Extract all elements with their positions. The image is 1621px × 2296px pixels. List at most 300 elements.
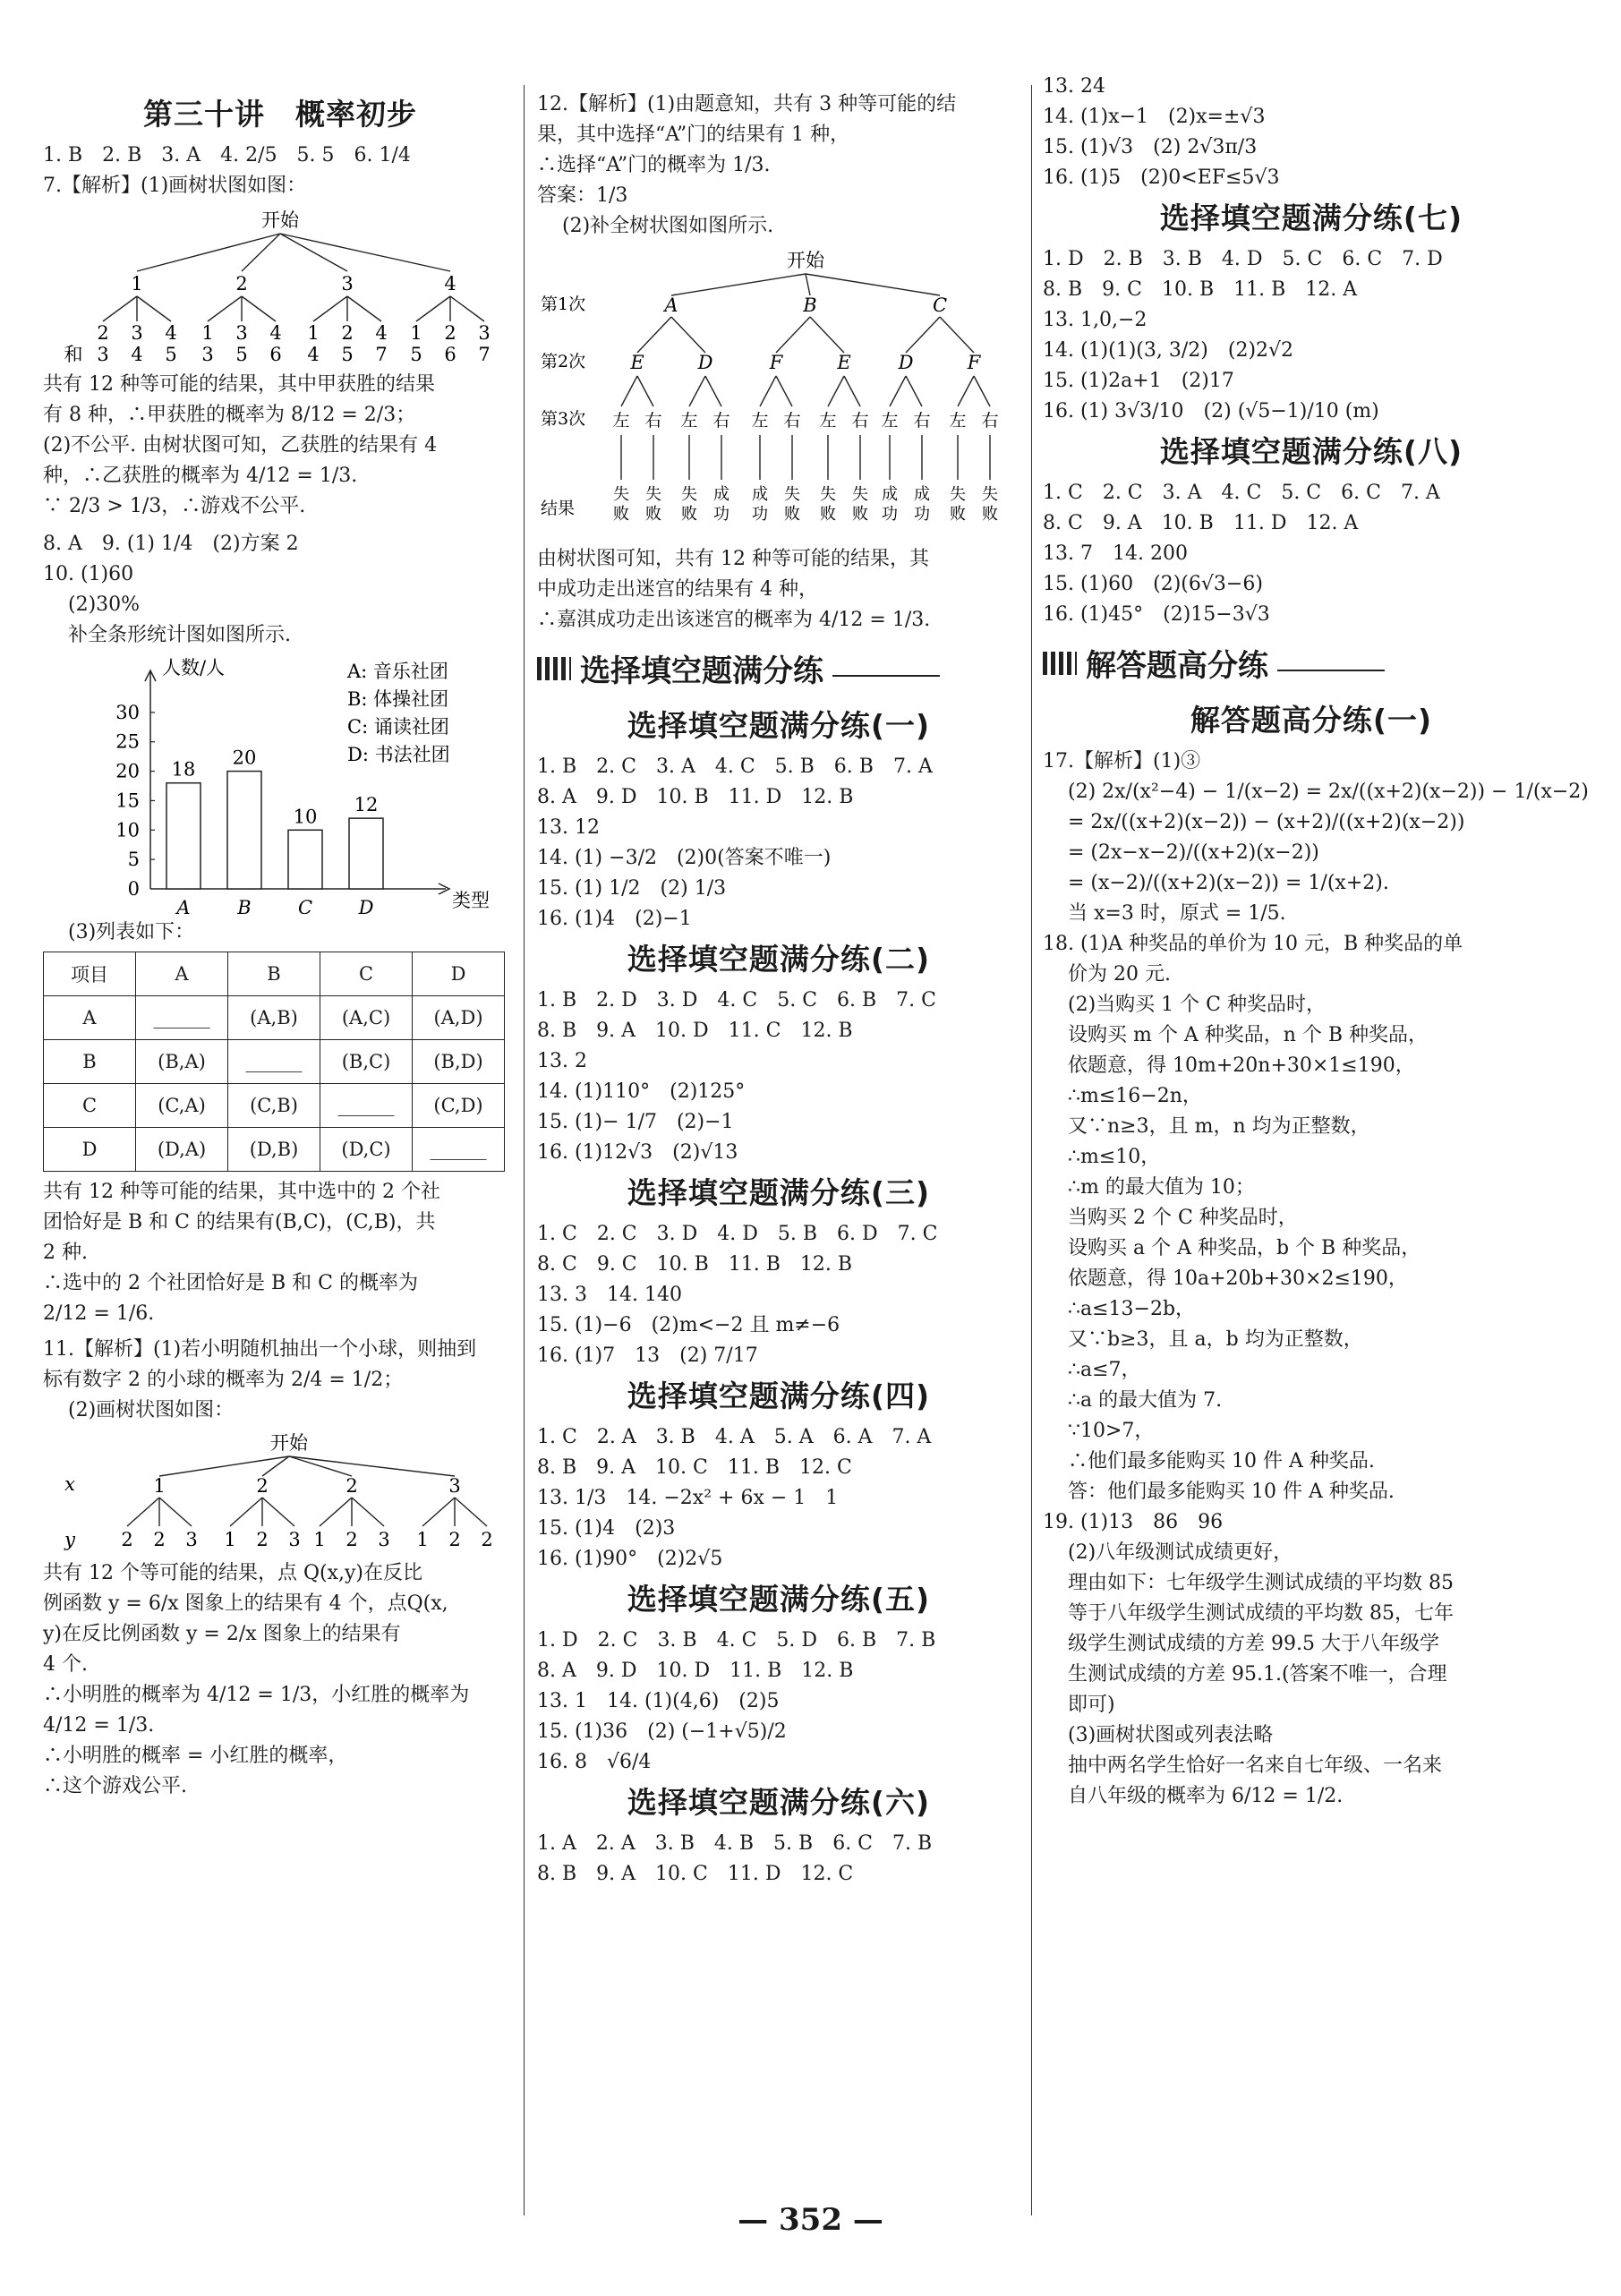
result-label: 失 <box>820 485 836 504</box>
tree-sum: 5 <box>341 344 354 365</box>
section-title: 选择填空题满分练(五) <box>627 1582 931 1617</box>
answer-line: 1. B 2. C 3. A 4. C 5. B 6. B 7. A <box>537 755 933 778</box>
answer-line: 8. A 9. (1) 1/4 (2)方案 2 <box>43 533 299 555</box>
tree-sum: 3 <box>201 344 214 365</box>
answer-line: 8. A 9. D 10. D 11. B 12. B <box>537 1660 854 1682</box>
tree-node: 2 <box>448 1529 461 1550</box>
tree-branch <box>455 1498 487 1526</box>
tree-branch <box>262 1498 294 1526</box>
table-cell: (B,A) <box>136 1040 228 1084</box>
y-tick-label: 20 <box>115 760 140 782</box>
tree-node: 左 <box>881 411 899 431</box>
column-divider-2 <box>1031 85 1032 2215</box>
result-label: 败 <box>852 505 868 524</box>
table-cell: (A,B) <box>228 996 320 1040</box>
tree-sum: 5 <box>410 344 422 365</box>
answer-line: 13. 3 14. 140 <box>537 1284 682 1306</box>
x-tick-label: B <box>237 897 252 914</box>
sum-label: 和 <box>64 344 83 365</box>
tree-node: 2 <box>346 1475 358 1497</box>
answer-line: 当 x=3 时，原式 = 1/5. <box>1068 902 1286 925</box>
answer-line: 15. (1)√3 (2) 2√3π/3 <box>1043 136 1258 158</box>
tree-branch <box>280 234 347 271</box>
answer-line: 18. (1)A 种奖品的单价为 10 元，B 种奖品的单 <box>1043 933 1463 955</box>
tree-branch <box>844 376 860 406</box>
tree-branch <box>974 376 990 406</box>
answer-line: 15. (1) 1/2 (2) 1/3 <box>537 877 727 900</box>
table-cell: D <box>44 1128 136 1172</box>
bar <box>288 830 322 889</box>
answer-line: 8. B 9. A 10. D 11. C 12. B <box>537 1020 853 1042</box>
table-cell: ______ <box>320 1084 413 1128</box>
answer-line: 等于八年级学生测试成绩的平均数 85，七年 <box>1068 1602 1454 1625</box>
table-row <box>44 1128 505 1172</box>
table-cell: (C,B) <box>228 1084 320 1128</box>
tree-node: 1 <box>153 1475 166 1497</box>
table-cell: A <box>44 996 136 1040</box>
bar-value-label: 10 <box>293 806 318 828</box>
answer-line: 1. C 2. A 3. B 4. A 5. A 6. A 7. A <box>537 1426 932 1448</box>
tree-node: 2 <box>444 322 456 344</box>
answer-line: 生测试成绩的方差 95.1.(答案不唯一，合理 <box>1068 1663 1447 1686</box>
result-label: 功 <box>752 505 768 524</box>
pairs-table <box>43 952 505 1172</box>
x-tick-label: A <box>176 897 191 914</box>
answer-line: 16. 8 √6/4 <box>537 1751 652 1773</box>
answer-line: 15. (1)−6 (2)m<−2 且 m≠−6 <box>537 1314 840 1336</box>
section-title: 选择填空题满分练(八) <box>1159 434 1463 469</box>
answer-line: 13. 2 <box>537 1050 587 1072</box>
tree-branch <box>760 376 776 406</box>
answer-line: 1. B 2. B 3. A 4. 2/5 5. 5 6. 1/4 <box>43 144 411 166</box>
tree-node: 1 <box>307 322 320 344</box>
answer-line: 8. B 9. C 10. B 11. B 12. A <box>1043 278 1358 301</box>
practice-sections <box>1043 195 1580 630</box>
answer-line: 17.【解析】(1)③ <box>1043 750 1201 772</box>
result-label: 失 <box>645 485 661 504</box>
section-title: 选择填空题满分练(一) <box>627 708 931 743</box>
tree-node: 右 <box>981 411 999 431</box>
answer-line: 16. (1)12√3 (2)√13 <box>537 1141 738 1164</box>
answer-line: 共有 12 个等可能的结果，点 Q(x,y)在反比 <box>43 1562 423 1584</box>
answer-line: ∴他们最多能购买 10 件 A 种奖品. <box>1068 1450 1375 1472</box>
tree-branch <box>890 376 906 406</box>
x-axis-label: 类型 <box>452 890 490 911</box>
tree-branch <box>806 274 810 295</box>
tree-node: 2 <box>256 1475 269 1497</box>
answer-line: 16. (1) 3√3/10 (2) (√5−1)/10 (m) <box>1043 400 1379 422</box>
legend-entry: A: 音乐社团 <box>347 661 448 682</box>
answer-line: 依题意，得 10a+20b+30×2≤190， <box>1068 1267 1408 1290</box>
y-tick-label: 10 <box>115 819 140 841</box>
tree-node: 左 <box>751 411 769 431</box>
solution-lines <box>1043 747 1589 1812</box>
bar <box>349 818 383 889</box>
tree-node: 1 <box>201 322 214 344</box>
answer-line: 级学生测试成绩的方差 99.5 大于八年级学 <box>1068 1633 1439 1655</box>
table-header-cell: B <box>228 952 320 996</box>
y-axis-label: 人数/人 <box>161 657 226 679</box>
answer-line: 标有数字 2 的小球的概率为 2/4 = 1/2； <box>43 1369 404 1391</box>
tree-node: 左 <box>819 411 837 431</box>
answer-line: 15. (1)2a+1 (2)17 <box>1043 370 1234 392</box>
tree-branch <box>637 317 671 353</box>
answer-line: ∴这个游戏公平. <box>43 1775 187 1797</box>
tree-branch <box>776 317 810 353</box>
table-cell: (C,D) <box>413 1084 505 1128</box>
tree-node: A <box>664 294 678 316</box>
tree-branch <box>159 1456 289 1476</box>
table-cell: ______ <box>228 1040 320 1084</box>
tree-node: 2 <box>341 322 354 344</box>
tree-branch <box>705 376 721 406</box>
section-title: 解答题高分练(一) <box>1190 703 1433 738</box>
section-banner: 解答题高分练 <box>1043 641 1580 685</box>
answer-line: 价为 20 元. <box>1068 963 1171 986</box>
table-cell: C <box>44 1084 136 1128</box>
row-label: 结果 <box>541 499 576 518</box>
tree-node: F <box>769 352 783 373</box>
answer-line: (2)补全树状图如图所示. <box>562 215 774 237</box>
bar-value-label: 12 <box>354 794 379 816</box>
tree-diagram-1 <box>43 205 517 366</box>
tree-branch <box>127 1498 159 1526</box>
answer-line: 1. B 2. D 3. D 4. C 5. C 6. B 7. C <box>537 989 936 1011</box>
bar-value-label: 20 <box>232 747 257 769</box>
tree-node: 1 <box>313 1529 326 1550</box>
result-label: 败 <box>982 505 998 524</box>
tree-node: 3 <box>341 273 354 294</box>
answer-line: 13. 1,0,−2 <box>1043 309 1147 331</box>
tree-node: 右 <box>712 411 730 431</box>
tree-node: 2 <box>256 1529 269 1550</box>
result-label: 败 <box>784 505 800 524</box>
result-label: 功 <box>914 505 930 524</box>
answer-line: ∴a≤13−2b， <box>1068 1298 1196 1320</box>
answer-line: 8. B 9. A 10. C 11. B 12. C <box>537 1456 852 1479</box>
tree-node: 1 <box>416 1529 429 1550</box>
tree-branch <box>671 274 806 295</box>
result-label: 失 <box>982 485 998 504</box>
y-tick-label: 0 <box>127 878 140 900</box>
tree-node: 2 <box>235 273 248 294</box>
table-cell: (B,C) <box>320 1040 413 1084</box>
answer-line: 13. 12 <box>537 816 600 839</box>
answer-line: (2)八年级测试成绩更好， <box>1068 1541 1293 1564</box>
tree-branch <box>230 1498 262 1526</box>
tree-branch <box>906 376 922 406</box>
answer-line: 设购买 m 个 A 种奖品，n 个 B 种奖品， <box>1068 1024 1429 1046</box>
answer-line: 12.【解析】(1)由题意知，共有 3 种等可能的结 <box>537 93 957 115</box>
bars-icon <box>1043 652 1077 675</box>
table-cell: (A,D) <box>413 996 505 1040</box>
tree-branch <box>159 1498 192 1526</box>
tree-node: 左 <box>680 411 698 431</box>
tree-node: 1 <box>410 322 422 344</box>
table-header-cell: D <box>413 952 505 996</box>
answer-line: 14. (1)110° (2)125° <box>537 1080 746 1103</box>
answer-line: ∴a 的最大值为 7. <box>1068 1389 1223 1412</box>
tree-diagram-2 <box>43 1430 517 1555</box>
x-tick-label: C <box>297 897 313 914</box>
answer-line: 8. C 9. A 10. B 11. D 12. A <box>1043 512 1359 534</box>
tree-node: E <box>630 352 644 373</box>
tree-node: 右 <box>644 411 662 431</box>
tree-branch <box>416 296 450 321</box>
tree-root: 开始 <box>270 1432 308 1454</box>
bar <box>227 772 261 889</box>
tree-node: 4 <box>375 322 388 344</box>
answer-line: ∴a≤7， <box>1068 1359 1141 1381</box>
y-tick-label: 30 <box>115 701 140 723</box>
bars-icon <box>537 657 571 680</box>
answer-line: 16. (1)7 13 (2) 7/17 <box>537 1344 758 1367</box>
tree-branch <box>352 1498 384 1526</box>
tree-node: C <box>932 294 948 316</box>
answer-line: (2)当购买 1 个 C 种奖品时， <box>1068 994 1326 1016</box>
table-header-cell: C <box>320 952 413 996</box>
table-cell: (C,A) <box>136 1084 228 1128</box>
answer-line: 14. (1) −3/2 (2)0(答案不唯一) <box>537 847 832 869</box>
answer-line: 4/12 = 1/3. <box>43 1714 155 1737</box>
answer-line: ∴选择“A”门的概率为 1/3. <box>537 154 771 176</box>
answer-line: 15. (1)60 (2)(6√3−6) <box>1043 573 1263 595</box>
row-label: 第2次 <box>541 352 586 371</box>
result-label: 败 <box>950 505 966 524</box>
legend-entry: D: 书法社团 <box>347 744 450 765</box>
answer-line: 11.【解析】(1)若小明随机抽出一个小球，则抽到 <box>43 1338 477 1361</box>
tree-branch <box>422 1498 455 1526</box>
tree-branch <box>450 296 484 321</box>
table-cell: (D,C) <box>320 1128 413 1172</box>
table-header-cell: 项目 <box>44 952 136 996</box>
result-label: 失 <box>950 485 966 504</box>
answer-line: 15. (1)36 (2) (−1+√5)/2 <box>537 1720 787 1743</box>
answer-line: 又∵b≥3，且 a，b 均为正整数， <box>1068 1328 1363 1351</box>
answer-line: ∴嘉淇成功走出该迷宫的概率为 4/12 = 1/3. <box>537 609 931 631</box>
tree-node: 3 <box>185 1529 198 1550</box>
answer-line: 团恰好是 B 和 C 的结果有(B,C)，(C,B)，共 <box>43 1211 436 1233</box>
answer-line: = (x−2)/((x+2)(x−2)) = 1/(x+2). <box>1068 872 1389 894</box>
answer-line: 补全条形统计图如图所示. <box>68 624 291 646</box>
answer-line: 13. 24 <box>1043 75 1105 98</box>
result-label: 成 <box>713 485 729 504</box>
answer-line: 10. (1)60 <box>43 563 134 585</box>
answer-line: y)在反比例函数 y = 2/x 图象上的结果有 <box>43 1623 401 1645</box>
result-label: 功 <box>713 505 729 524</box>
answer-line: (2)不公平. 由树状图可知，乙获胜的结果有 4 <box>43 434 438 457</box>
tree-node: 1 <box>131 273 143 294</box>
tree-node: 3 <box>288 1529 301 1550</box>
table-cell: (D,A) <box>136 1128 228 1172</box>
tree-branch <box>208 296 242 321</box>
tree-node: F <box>967 352 981 373</box>
answer-line: 13. 7 14. 200 <box>1043 542 1188 565</box>
answer-line: 设购买 a 个 A 种奖品，b 个 B 种奖品， <box>1068 1237 1421 1259</box>
answer-line: 例函数 y = 6/x 图象上的结果有 4 个，点Q(x, <box>43 1592 448 1615</box>
tree-sum: 5 <box>165 344 177 365</box>
y-tick-label: 15 <box>115 790 140 812</box>
tree-node: 左 <box>949 411 967 431</box>
answer-line: 15. (1)− 1/7 (2)−1 <box>537 1111 734 1133</box>
tree-branch <box>313 296 347 321</box>
tree-branch <box>637 376 653 406</box>
tree-sum: 7 <box>375 344 388 365</box>
answer-line: (2)画树状图如图： <box>68 1399 235 1421</box>
table-row <box>44 1084 505 1128</box>
tree-sum: 4 <box>307 344 320 365</box>
column-2 <box>537 90 1020 1890</box>
tree-sum: 6 <box>269 344 282 365</box>
section-banner: 选择填空题满分练 <box>537 646 1020 690</box>
tree-branch <box>671 317 705 353</box>
tree-node: 2 <box>346 1529 358 1550</box>
result-label: 失 <box>784 485 800 504</box>
section-title: 选择填空题满分练(四) <box>627 1378 931 1413</box>
tree-branch <box>940 317 974 353</box>
answer-line: 答：他们最多能购买 10 件 A 种奖品. <box>1068 1481 1395 1503</box>
answer-line: 即可) <box>1068 1694 1115 1716</box>
answer-line: ∴m 的最大值为 10； <box>1068 1176 1255 1199</box>
tree-node: 3 <box>448 1475 461 1497</box>
tree-node: 右 <box>783 411 801 431</box>
result-label: 失 <box>613 485 629 504</box>
answer-line: ∴m≤10， <box>1068 1146 1161 1168</box>
answer-line: ∴小明胜的概率为 4/12 = 1/3，小红胜的概率为 <box>43 1684 470 1706</box>
table-row <box>44 1040 505 1084</box>
column-divider-1 <box>524 85 525 2215</box>
row-label: 第1次 <box>541 294 586 314</box>
tree-node: 3 <box>378 1529 390 1550</box>
table-cell: ______ <box>413 1128 505 1172</box>
answer-line: 16. (1)90° (2)2√5 <box>537 1548 723 1570</box>
answer-line: 有 8 种，∴甲获胜的概率为 8/12 = 2/3； <box>43 404 416 426</box>
answer-line: (2) 2x/(x²−4) − 1/(x−2) = 2x/((x+2)(x−2)) − 1/(x−2) <box>1068 781 1589 803</box>
result-label: 成 <box>882 485 898 504</box>
answer-line: 1. A 2. A 3. B 4. B 5. B 6. C 7. B <box>537 1832 933 1855</box>
tree-sum: 5 <box>235 344 248 365</box>
tree-branch <box>280 234 450 271</box>
result-label: 败 <box>613 505 629 524</box>
answer-line: = (2x−x−2)/((x+2)(x−2)) <box>1068 841 1319 864</box>
answer-line: (3)列表如下： <box>68 921 195 943</box>
tree-node: 3 <box>131 322 143 344</box>
table-cell: (B,D) <box>413 1040 505 1084</box>
legend-entry: C: 诵读社团 <box>347 716 449 738</box>
section-title: 选择填空题满分练(六) <box>627 1785 931 1820</box>
y-tick-label: 25 <box>115 730 140 753</box>
lecture-title: 第三十讲 概率初步 <box>143 97 417 132</box>
answer-line: 果，其中选择“A”门的结果有 1 种， <box>537 124 850 146</box>
column-1 <box>43 90 517 1802</box>
tree-sum: 3 <box>97 344 109 365</box>
answer-line: 16. (1)5 (2)0<EF≤5√3 <box>1043 166 1280 189</box>
answer-line: 13. 1/3 14. −2x² + 6x − 1 1 <box>537 1487 839 1509</box>
tree-node: 4 <box>165 322 177 344</box>
result-label: 失 <box>852 485 868 504</box>
tree-root: 开始 <box>261 209 299 231</box>
result-label: 败 <box>820 505 836 524</box>
answer-line: 16. (1)45° (2)15−3√3 <box>1043 603 1270 626</box>
bar-value-label: 18 <box>171 758 196 781</box>
tree-node: 2 <box>121 1529 133 1550</box>
answer-line: 共有 12 种等可能的结果，其中甲获胜的结果 <box>43 373 435 396</box>
tree-root: 开始 <box>787 250 824 271</box>
answer-line: 14. (1)x−1 (2)x=±√3 <box>1043 106 1266 128</box>
x-tick-label: D <box>358 897 374 914</box>
section-title: 选择填空题满分练(三) <box>627 1175 931 1210</box>
page-number: — 352 — <box>738 2202 883 2238</box>
answer-line: 中成功走出迷宫的结果有 4 种， <box>537 578 818 601</box>
answer-line: 依题意，得 10m+20n+30×1≤190， <box>1068 1054 1415 1077</box>
result-label: 败 <box>681 505 697 524</box>
answer-line: (2)30% <box>68 593 141 616</box>
tree-node: 右 <box>913 411 931 431</box>
answer-line: (3)画树状图或列表法略 <box>1068 1724 1274 1746</box>
result-label: 失 <box>681 485 697 504</box>
tree-sum: 7 <box>478 344 491 365</box>
row-label: x <box>64 1473 75 1495</box>
tree-branch <box>103 296 137 321</box>
section-title: 选择填空题满分练(七) <box>1159 201 1463 235</box>
answer-line: 13. 1 14. (1)(4,6) (2)5 <box>537 1690 780 1712</box>
answer-line: 抽中两名学生恰好一名来自七年级、一名来 <box>1068 1754 1443 1777</box>
answer-line: ∴小明胜的概率 = 小红胜的概率， <box>43 1745 348 1767</box>
tree-diagram-3 <box>537 245 1020 541</box>
result-label: 功 <box>882 505 898 524</box>
tree-branch <box>776 376 792 406</box>
table-cell: (D,B) <box>228 1128 320 1172</box>
answer-line: 1. D 2. C 3. B 4. C 5. D 6. B 7. B <box>537 1629 936 1652</box>
tree-node: 右 <box>851 411 869 431</box>
answer-line: 理由如下：七年级学生测试成绩的平均数 85 <box>1068 1572 1454 1594</box>
table-header-cell: A <box>136 952 228 996</box>
tree-node: D <box>898 352 914 373</box>
tree-node: E <box>837 352 851 373</box>
answer-line: 又∵n≥3，且 m，n 均为正整数， <box>1068 1115 1370 1138</box>
table-row <box>44 996 505 1040</box>
result-label: 成 <box>752 485 768 504</box>
answer-line: 自八年级的概率为 6/12 = 1/2. <box>1068 1785 1344 1807</box>
tree-node: D <box>697 352 713 373</box>
answer-line: 由树状图可知，共有 12 种等可能的结果，其 <box>537 548 929 570</box>
tree-node: 3 <box>478 322 491 344</box>
tree-branch <box>958 376 974 406</box>
tree-sum: 6 <box>444 344 456 365</box>
answer-line: 14. (1)(1)(3, 3/2) (2)2√2 <box>1043 339 1294 362</box>
table-cell: B <box>44 1040 136 1084</box>
answer-line: 1. C 2. C 3. A 4. C 5. C 6. C 7. A <box>1043 482 1440 504</box>
tree-node: B <box>803 294 817 316</box>
tree-branch <box>828 376 844 406</box>
answer-line: 8. C 9. C 10. B 11. B 12. B <box>537 1253 853 1276</box>
tree-branch <box>137 296 171 321</box>
bar-chart <box>43 654 517 914</box>
answer-line: 2 种. <box>43 1242 88 1264</box>
tree-node: 2 <box>153 1529 166 1550</box>
table-cell: ______ <box>136 996 228 1040</box>
legend-entry: B: 体操社团 <box>347 688 449 710</box>
tree-node: 3 <box>235 322 248 344</box>
tree-branch <box>289 1456 455 1476</box>
table-cell: (A,C) <box>320 996 413 1040</box>
tree-branch <box>689 376 705 406</box>
row-label: 第3次 <box>541 409 586 429</box>
tree-node: 2 <box>97 322 109 344</box>
tree-branch <box>137 234 280 271</box>
answer-line: 1. D 2. B 3. B 4. D 5. C 6. C 7. D <box>1043 248 1443 270</box>
result-label: 败 <box>645 505 661 524</box>
